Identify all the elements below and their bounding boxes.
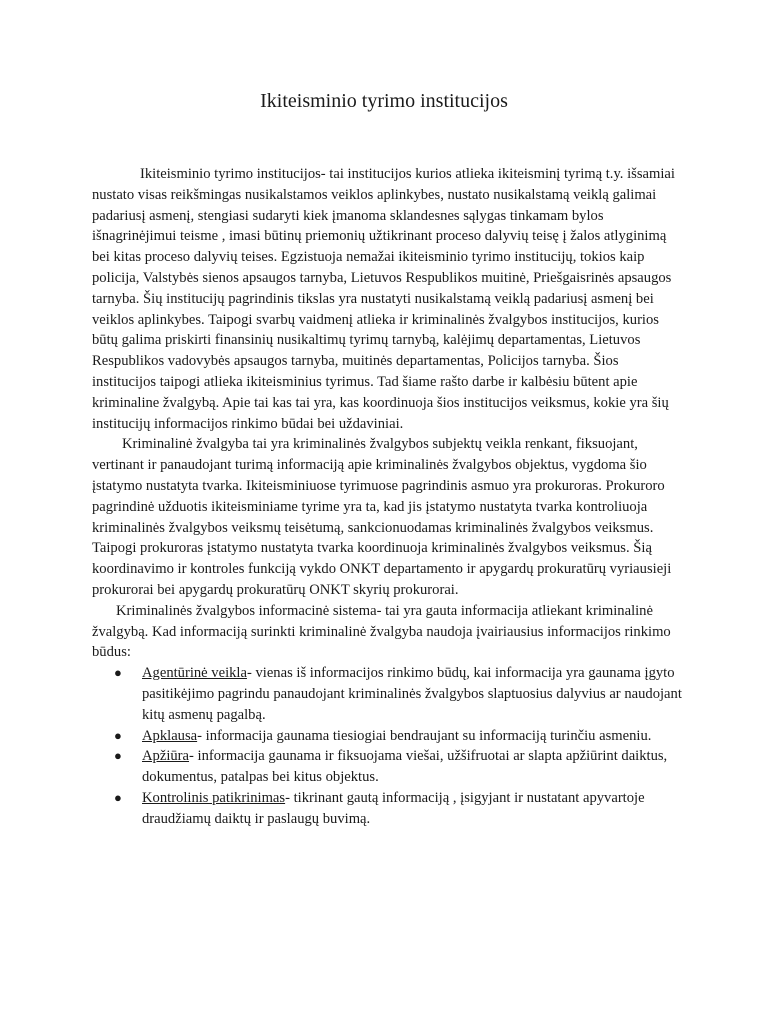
list-item-term: Agentūrinė veikla	[142, 665, 247, 682]
list-item	[92, 726, 682, 747]
list-item-term: Apžiūra	[142, 748, 190, 765]
bullet-icon: ●	[114, 665, 122, 681]
bullet-icon: ●	[114, 748, 122, 764]
list-item	[92, 788, 682, 830]
list-item	[92, 663, 682, 725]
list-item-term: Apklausa	[142, 727, 198, 744]
methods-list	[92, 663, 682, 829]
list-item-text: - informacija gaunama tiesiogiai bendraujant su informaciją turinčiu asmeniu.	[197, 727, 652, 744]
list-item-text: - informacija gaunama ir fiksuojama viešai, užšifruotai ar slapta apžiūrint daiktus, dokumentus, patalpas bei kitus objektus.	[142, 748, 668, 786]
bullet-icon: ●	[114, 727, 122, 743]
list-item-term: Kontrolinis patikrinimas	[142, 789, 286, 806]
paragraph-criminal-intelligence: Kriminalinė žvalgyba tai yra kriminalinės žvalgybos subjektų veikla renkant, fiksuojant, vertinant ir panaudojant turimą informaciją apie kriminalinės žvalgybos objektus, vygdoma šio įstatymo nustatyta tvarka. Ikiteisminiuose tyrimuose pagrindinis asmuo yra prokuroras. Prokuroro pagrindinė užduotis ikiteisminiame tyrime yra ta, kad jis įstatymo nustatyta tvarka kontroliuoja kriminalinės žvalgybos veiksmų teisėtumą, sankcionuodamas kriminalinės žvalgybos veiksmus. Taipogi prokuroras įstatymo nustatyta tvarka koordinuoja kriminalinės žvalgybos veiksmus. Šią koordinavimo ir kontroles funkciją vykdo ONKT departamento ir apygardų prokuratūrų vyriausieji prokurorai bei apygardų prokuratūrų ONKT skyrių prokurorai.	[92, 436, 672, 598]
list-item	[92, 746, 682, 788]
list-item-text: - tikrinant gautą informaciją , įsigyjant ir nustatant apyvartoje draudžiamų daiktų ir paslaugų buvimą.	[142, 789, 645, 827]
list-item-text: - vienas iš informacijos rinkimo būdų, kai informacija yra gaunama įgyto pasitikėjimo pagrindu panaudojant kriminalinės žvalgybos slaptuosius dalyvius ar naudojant kitų asmenų pagalbą.	[142, 665, 682, 723]
paragraph-intro: Ikiteisminio tyrimo institucijos- tai institucijos kurios atlieka ikiteisminį tyrimą t.y. išsamiai nustato visas reikšmingas nusikalstamos veiklos aplinkybes, nustato nusikalstamą veiklą galimai padariusį asmenį, stengiasi sudaryti kiek įmanoma sklandesnes sąlygas tinkamam bylos išnagrinėjimui teisme , imasi būtinų priemonių užtikrinant proceso dalyvių teisę į žalos atlyginimą bei kitas proceso dalyvių teises. Egzistuoja nemažai ikiteisminio tyrimo institucijų, tokios kaip policija, Valstybės sienos apsaugos tarnyba, Lietuvos Respublikos muitinė, Priešgaisrinės apsaugos tarnyba. Šių institucijų pagrindinis tikslas yra nustatyti nusikalstamą veiklą padariusį asmenį bei veiklos aplinkybes. Taipogi svarbų vaidmenį atlieka ir kriminalinės žvalgybos institucijos, kurios būtų galima priskirti finansinių nusikaltimų tyrimų tarnybą, kalėjimų departamentas, Lietuvos Respublikos vadovybės apsaugos tarnyba, muitinės departamentas, Policijos tarnyba. Šios institucijos taipogi atlieka ikiteisminius tyrimus. Tad šiame rašto darbe ir kalbėsiu būtent apie kriminaline žvalgybą. Apie tai kas tai yra, kas koordinuoja šios institucijos veiksmus, kokie yra šių institucijų informacijos rinkimo būdai bei uždaviniai.	[92, 166, 675, 432]
document-title: Ikiteisminio tyrimo institucijos	[260, 90, 508, 112]
paragraph-information-system: Kriminalinės žvalgybos informacinė sistema- tai yra gauta informacija atliekant kriminalinė žvalgybą. Kad informaciją surinkti kriminalinė žvalgyba naudoja įvairiausius informacijos rinkimo būdus:	[92, 602, 671, 661]
bullet-icon: ●	[114, 789, 122, 805]
document-body	[92, 164, 682, 830]
